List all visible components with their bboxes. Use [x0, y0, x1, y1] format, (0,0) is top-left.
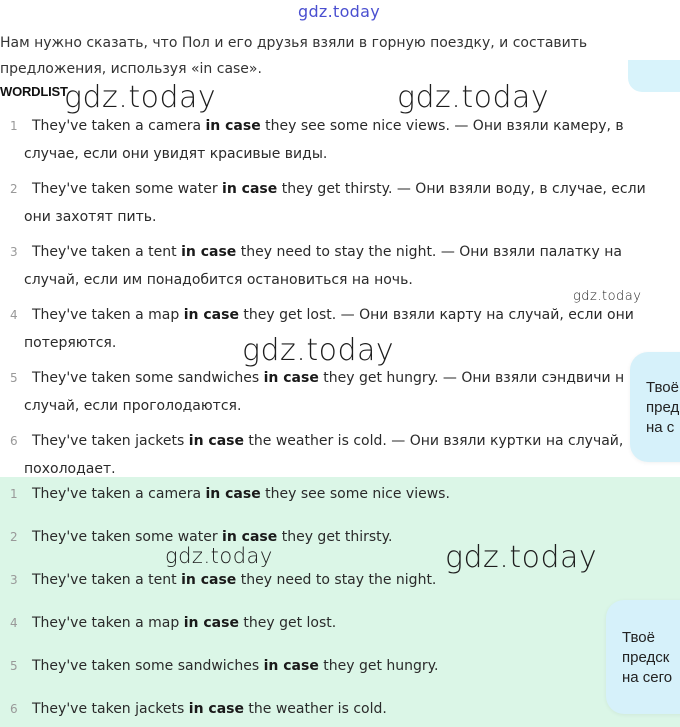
watermark: gdz.today	[64, 80, 217, 115]
item-number: 4	[10, 308, 18, 322]
answer-block	[0, 477, 680, 727]
keyword: in case	[188, 701, 244, 717]
wordlist-label: WORDLIST	[0, 84, 68, 99]
green-item-1	[10, 486, 450, 502]
item-number: 6	[10, 434, 18, 448]
item-text-pre: They've taken some sandwiches	[32, 370, 264, 386]
item-text-pre: They've taken a map	[32, 307, 184, 323]
item-text-post: they need to stay the night. — Они взяли палатку на	[236, 244, 622, 260]
item-text-pre: They've taken a map	[32, 615, 184, 631]
bubble-line: пред	[646, 399, 680, 416]
item-text-pre: They've taken jackets	[32, 701, 189, 717]
keyword: in case	[181, 572, 237, 588]
item-text-post: they get lost.	[238, 615, 337, 631]
bubble-line: Твоё	[646, 379, 679, 396]
bubble-line: Твоё	[622, 629, 655, 646]
item-text-post: the weather is cold.	[243, 701, 387, 717]
answer-item-2	[10, 175, 662, 231]
item-text-post: they get hungry.	[318, 658, 439, 674]
bubble-line: на сего	[622, 669, 673, 686]
keyword: in case	[263, 370, 319, 386]
bubble-line: на с	[646, 419, 675, 436]
green-item-6	[10, 701, 387, 717]
keyword: in case	[183, 307, 239, 323]
item-number: 1	[10, 119, 18, 133]
item-number: 5	[10, 371, 18, 385]
answer-item-5	[10, 364, 662, 420]
chat-bubble-top-edge[interactable]	[628, 60, 680, 92]
item-text-pre: They've taken a camera	[32, 486, 206, 502]
watermark: gdz.today	[573, 289, 642, 304]
item-text-post: they get lost. — Они взяли карту на случай, если они	[238, 307, 634, 323]
item-text-pre: They've taken a tent	[32, 244, 182, 260]
item-translation-cont: они захотят пить.	[24, 209, 157, 225]
item-number: 6	[10, 702, 18, 716]
item-translation-cont: случай, если проголодаются.	[24, 398, 242, 414]
keyword: in case	[263, 658, 319, 674]
item-translation-cont: случае, если они увидят красивые виды.	[24, 146, 328, 162]
keyword: in case	[181, 244, 237, 260]
item-text-post: they get hungry. — Они взяли сэндвичи н	[318, 370, 625, 386]
item-number: 2	[10, 530, 18, 544]
keyword: in case	[222, 181, 278, 197]
watermark: gdz.today	[242, 333, 395, 368]
item-text-pre: They've taken some water	[32, 529, 223, 545]
item-number: 3	[10, 245, 18, 259]
item-text-pre: They've taken a camera	[32, 118, 206, 134]
bubble-line: предск	[622, 649, 670, 666]
watermark-top: gdz.today	[298, 2, 380, 21]
green-item-5	[10, 658, 438, 674]
item-text-post: they get thirsty. — Они взяли воду, в случае, если	[277, 181, 646, 197]
answer-item-3	[10, 238, 662, 294]
answer-item-6	[10, 427, 662, 483]
keyword: in case	[222, 529, 278, 545]
item-text-pre: They've taken some sandwiches	[32, 658, 264, 674]
item-number: 3	[10, 573, 18, 587]
green-item-4	[10, 615, 336, 631]
keyword: in case	[183, 615, 239, 631]
item-translation-cont: похолодает.	[24, 461, 116, 477]
watermark: gdz.today	[165, 544, 273, 568]
item-number: 4	[10, 616, 18, 630]
prediction-bubble[interactable]	[606, 600, 680, 714]
item-text-pre: They've taken some water	[32, 181, 223, 197]
green-item-2	[10, 529, 392, 545]
item-translation-cont: случай, если им понадобится остановиться на ночь.	[24, 272, 413, 288]
watermark: gdz.today	[397, 80, 550, 115]
item-text-post: they get thirsty.	[277, 529, 393, 545]
item-text-post: they need to stay the night.	[236, 572, 437, 588]
item-text-pre: They've taken a tent	[32, 572, 182, 588]
keyword: in case	[188, 433, 244, 449]
item-number: 1	[10, 487, 18, 501]
task-intro: Нам нужно сказать, что Пол и его друзья взяли в горную поездку, и составить предложения, используя «in case».	[0, 35, 588, 77]
item-number: 5	[10, 659, 18, 673]
keyword: in case	[205, 486, 261, 502]
keyword: in case	[205, 118, 261, 134]
item-number: 2	[10, 182, 18, 196]
prediction-bubble[interactable]	[630, 352, 680, 462]
answer-item-1	[10, 112, 662, 168]
watermark: gdz.today	[445, 540, 598, 575]
item-text-pre: They've taken jackets	[32, 433, 189, 449]
item-text-post: the weather is cold. — Они взяли куртки на случай,	[243, 433, 624, 449]
green-item-3	[10, 572, 436, 588]
item-text-post: they see some nice views.	[260, 486, 450, 502]
item-translation-cont: потеряются.	[24, 335, 117, 351]
item-text-post: they see some nice views. — Они взяли камеру, в	[260, 118, 624, 134]
